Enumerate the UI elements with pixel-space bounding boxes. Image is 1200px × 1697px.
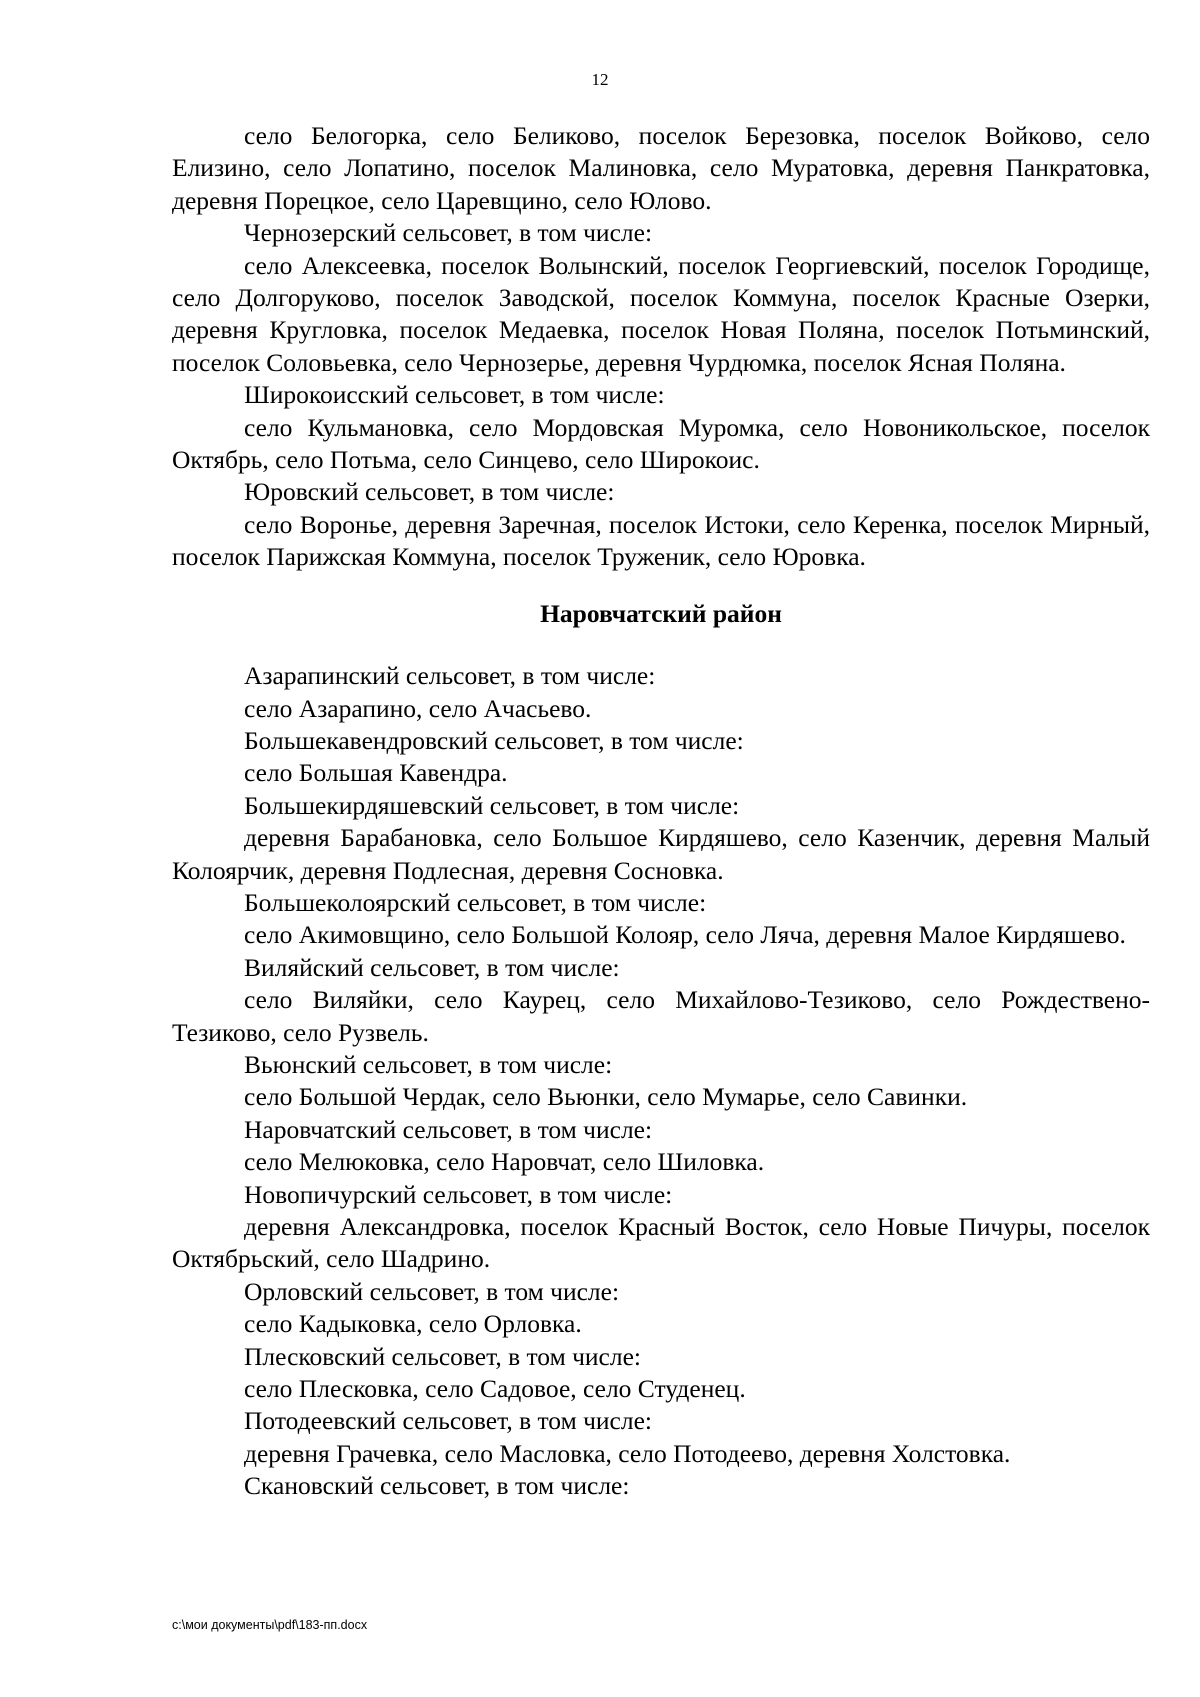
file-path-footer: c:\мои документы\pdf\183-пп.docx bbox=[172, 1618, 368, 1632]
council-heading: Азарапинский сельсовет, в том числе: bbox=[244, 661, 656, 691]
council-heading: Плесковский сельсовет, в том числе: bbox=[244, 1341, 641, 1371]
paragraph: село Кадыковка, село Орловка. bbox=[244, 1309, 582, 1339]
paragraph: село Большой Чердак, село Вьюнки, село Мумарье, село Савинки. bbox=[244, 1082, 968, 1112]
page-number: 12 bbox=[591, 70, 609, 89]
council-heading: Большекирдяшевский сельсовет, в том числе: bbox=[244, 790, 740, 820]
district-heading: Наровчатский район bbox=[540, 598, 782, 628]
paragraph: село Воронье, деревня Заречная, поселок Истоки, село Керенка, поселок Мирный, поселок Парижская Коммуна, поселок Труженик, село Юровка. bbox=[172, 509, 1150, 572]
document-body bbox=[172, 120, 1150, 1503]
paragraph: село Виляйки, село Каурец, село Михайлово-Тезиково, село Рождествено-Тезиково, село Рузвель. bbox=[172, 985, 1150, 1047]
council-heading: Наровчатский сельсовет, в том числе: bbox=[244, 1114, 653, 1144]
paragraph: деревня Александровка, поселок Красный Восток, село Новые Пичуры, поселок Октябрьский, село Шадрино. bbox=[172, 1212, 1150, 1274]
council-heading: Широкоисский сельсовет, в том числе: bbox=[244, 380, 665, 410]
council-heading: Чернозерский сельсовет, в том числе: bbox=[244, 218, 653, 248]
paragraph: село Акимовщино, село Большой Колояр, село Ляча, деревня Малое Кирдяшево. bbox=[244, 920, 1126, 950]
council-heading: Большекавендровский сельсовет, в том числе: bbox=[244, 725, 744, 755]
council-heading: Новопичурский сельсовет, в том числе: bbox=[244, 1179, 673, 1209]
council-heading: Вьюнский сельсовет, в том числе: bbox=[244, 1049, 613, 1079]
paragraph: село Белогорка, село Беликово, поселок Березовка, поселок Войково, село Елизино, село Лопатино, поселок Малиновка, село Муратовка, деревня Панкратовка, деревня Порецкое, село Царевщино, село Юлово. bbox=[172, 121, 1150, 215]
council-heading: Потодеевский сельсовет, в том числе: bbox=[244, 1406, 652, 1436]
council-heading: Большеколоярский сельсовет, в том числе: bbox=[244, 887, 707, 917]
paragraph: деревня Грачевка, село Масловка, село Потодеево, деревня Холстовка. bbox=[244, 1438, 1011, 1468]
council-heading: Виляйский сельсовет, в том числе: bbox=[244, 952, 620, 982]
paragraph: село Алексеевка, поселок Волынский, поселок Георгиевский, поселок Городище, село Долгоруково, поселок Заводской, поселок Коммуна, поселок Красные Озерки, деревня Кругловка, поселок Медаевка, поселок Новая Поляна, поселок Потьминский, поселок Соловьевка, село Чернозерье, деревня Чурдюмка, поселок Ясная Поляна. bbox=[172, 250, 1150, 377]
council-heading: Скановский сельсовет, в том числе: bbox=[244, 1471, 630, 1501]
paragraph: село Азарапино, село Ачасьево. bbox=[244, 693, 592, 723]
council-heading: Орловский сельсовет, в том числе: bbox=[244, 1276, 620, 1306]
paragraph: село Кульмановка, село Мордовская Муромка, село Новоникольское, поселок Октябрь, село Потьма, село Синцево, село Широкоис. bbox=[172, 412, 1150, 475]
paragraph: деревня Барабановка, село Большое Кирдяшево, село Казенчик, деревня Малый Колоярчик, деревня Подлесная, деревня Сосновка. bbox=[172, 823, 1150, 885]
paragraph: село Мелюковка, село Наровчат, село Шиловка. bbox=[244, 1147, 765, 1177]
paragraph: село Большая Кавендра. bbox=[244, 758, 508, 788]
paragraph: село Плесковка, село Садовое, село Студенец. bbox=[244, 1374, 746, 1404]
council-heading: Юровский сельсовет, в том числе: bbox=[244, 477, 615, 507]
